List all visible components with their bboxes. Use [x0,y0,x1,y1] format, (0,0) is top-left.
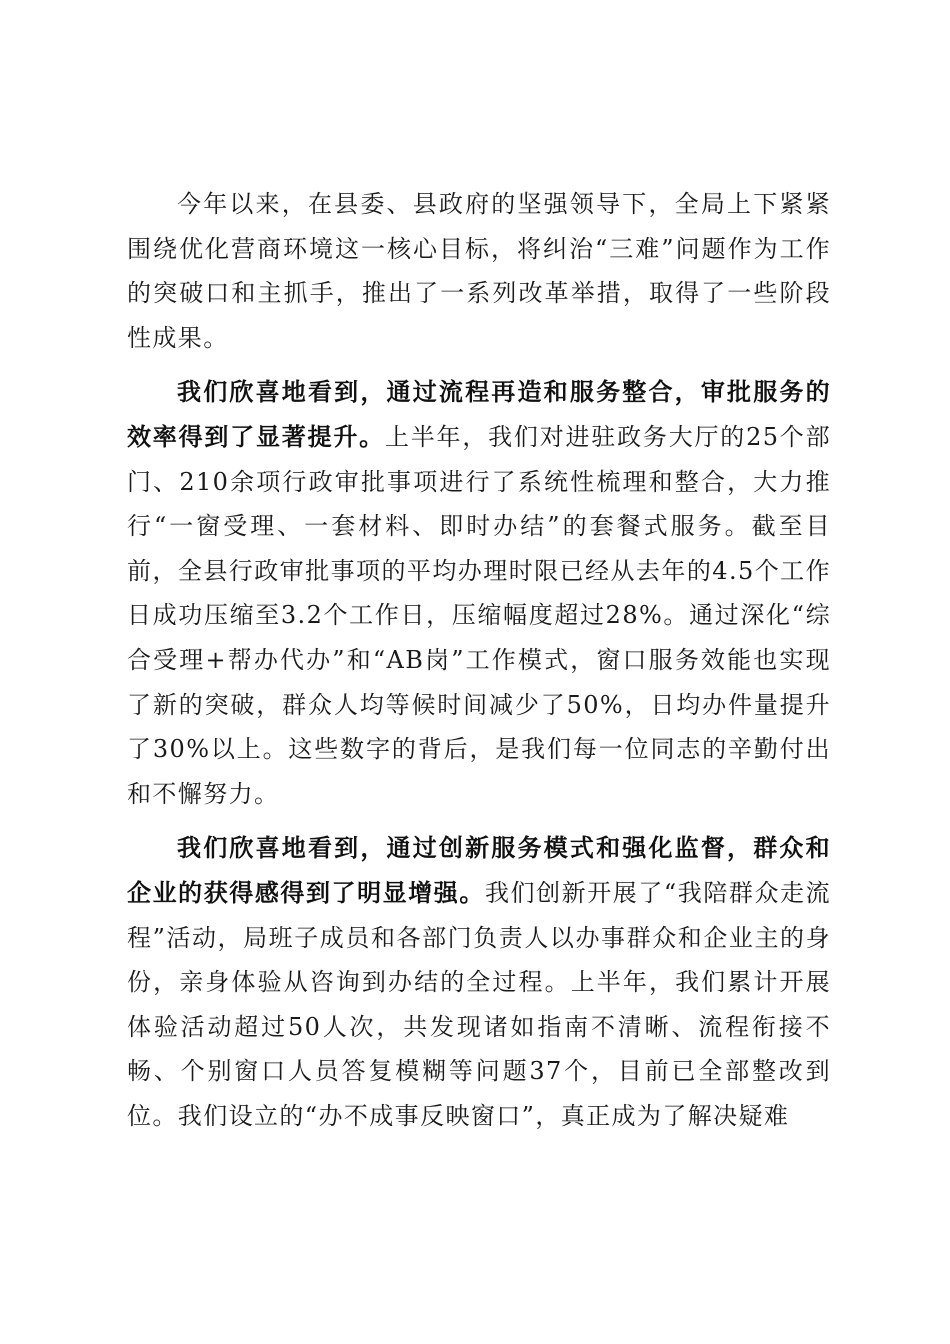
paragraph-satisfaction [127,826,831,1138]
paragraph-efficiency [127,370,831,816]
paragraph-body: 我们创新开展了“我陪群众走流程”活动，局班子成员和各部门负责人以办事群众和企业主的身份，亲身体验从咨询到办结的全过程。上半年，我们累计开展体验活动超过50人次，共发现诸如指南不清晰、流程衔接不畅、个别窗口人员答复模糊等问题37个，目前已全部整改到位。我们设立的“办不成事反映窗口”，真正成为了解决疑难 [127,878,831,1130]
paragraph-lead: 我们欣喜地看到，通过创新服务模式和强化监督，群众和企业的获得感得到了明显增强。 [127,833,831,907]
paragraph-body: 上半年，我们对进驻政务大厅的25个部门、210余项行政审批事项进行了系统性梳理和整合，大力推行“一窗受理、一套材料、即时办结”的套餐式服务。截至目前，全县行政审批事项的平均办理时限已经从去年的4.5个工作日成功压缩至3.2个工作日，压缩幅度超过28%。通过深化“综合受理+帮办代办”和“AB岗”工作模式，窗口服务效能也实现了新的突破，群众人均等候时间减少了50%，日均办件量提升了30%以上。这些数字的背后，是我们每一位同志的辛勤付出和不懈努力。 [127,422,831,808]
paragraph-body: 今年以来，在县委、县政府的坚强领导下，全局上下紧紧围绕优化营商环境这一核心目标，将纠治“三难”问题作为工作的突破口和主抓手，推出了一系列改革举措，取得了一些阶段性成果。 [127,190,831,352]
paragraph-lead: 我们欣喜地看到，通过流程再造和服务整合，审批服务的效率得到了显著提升。 [127,377,831,451]
document-page [127,182,831,1148]
paragraph-intro [127,182,831,360]
